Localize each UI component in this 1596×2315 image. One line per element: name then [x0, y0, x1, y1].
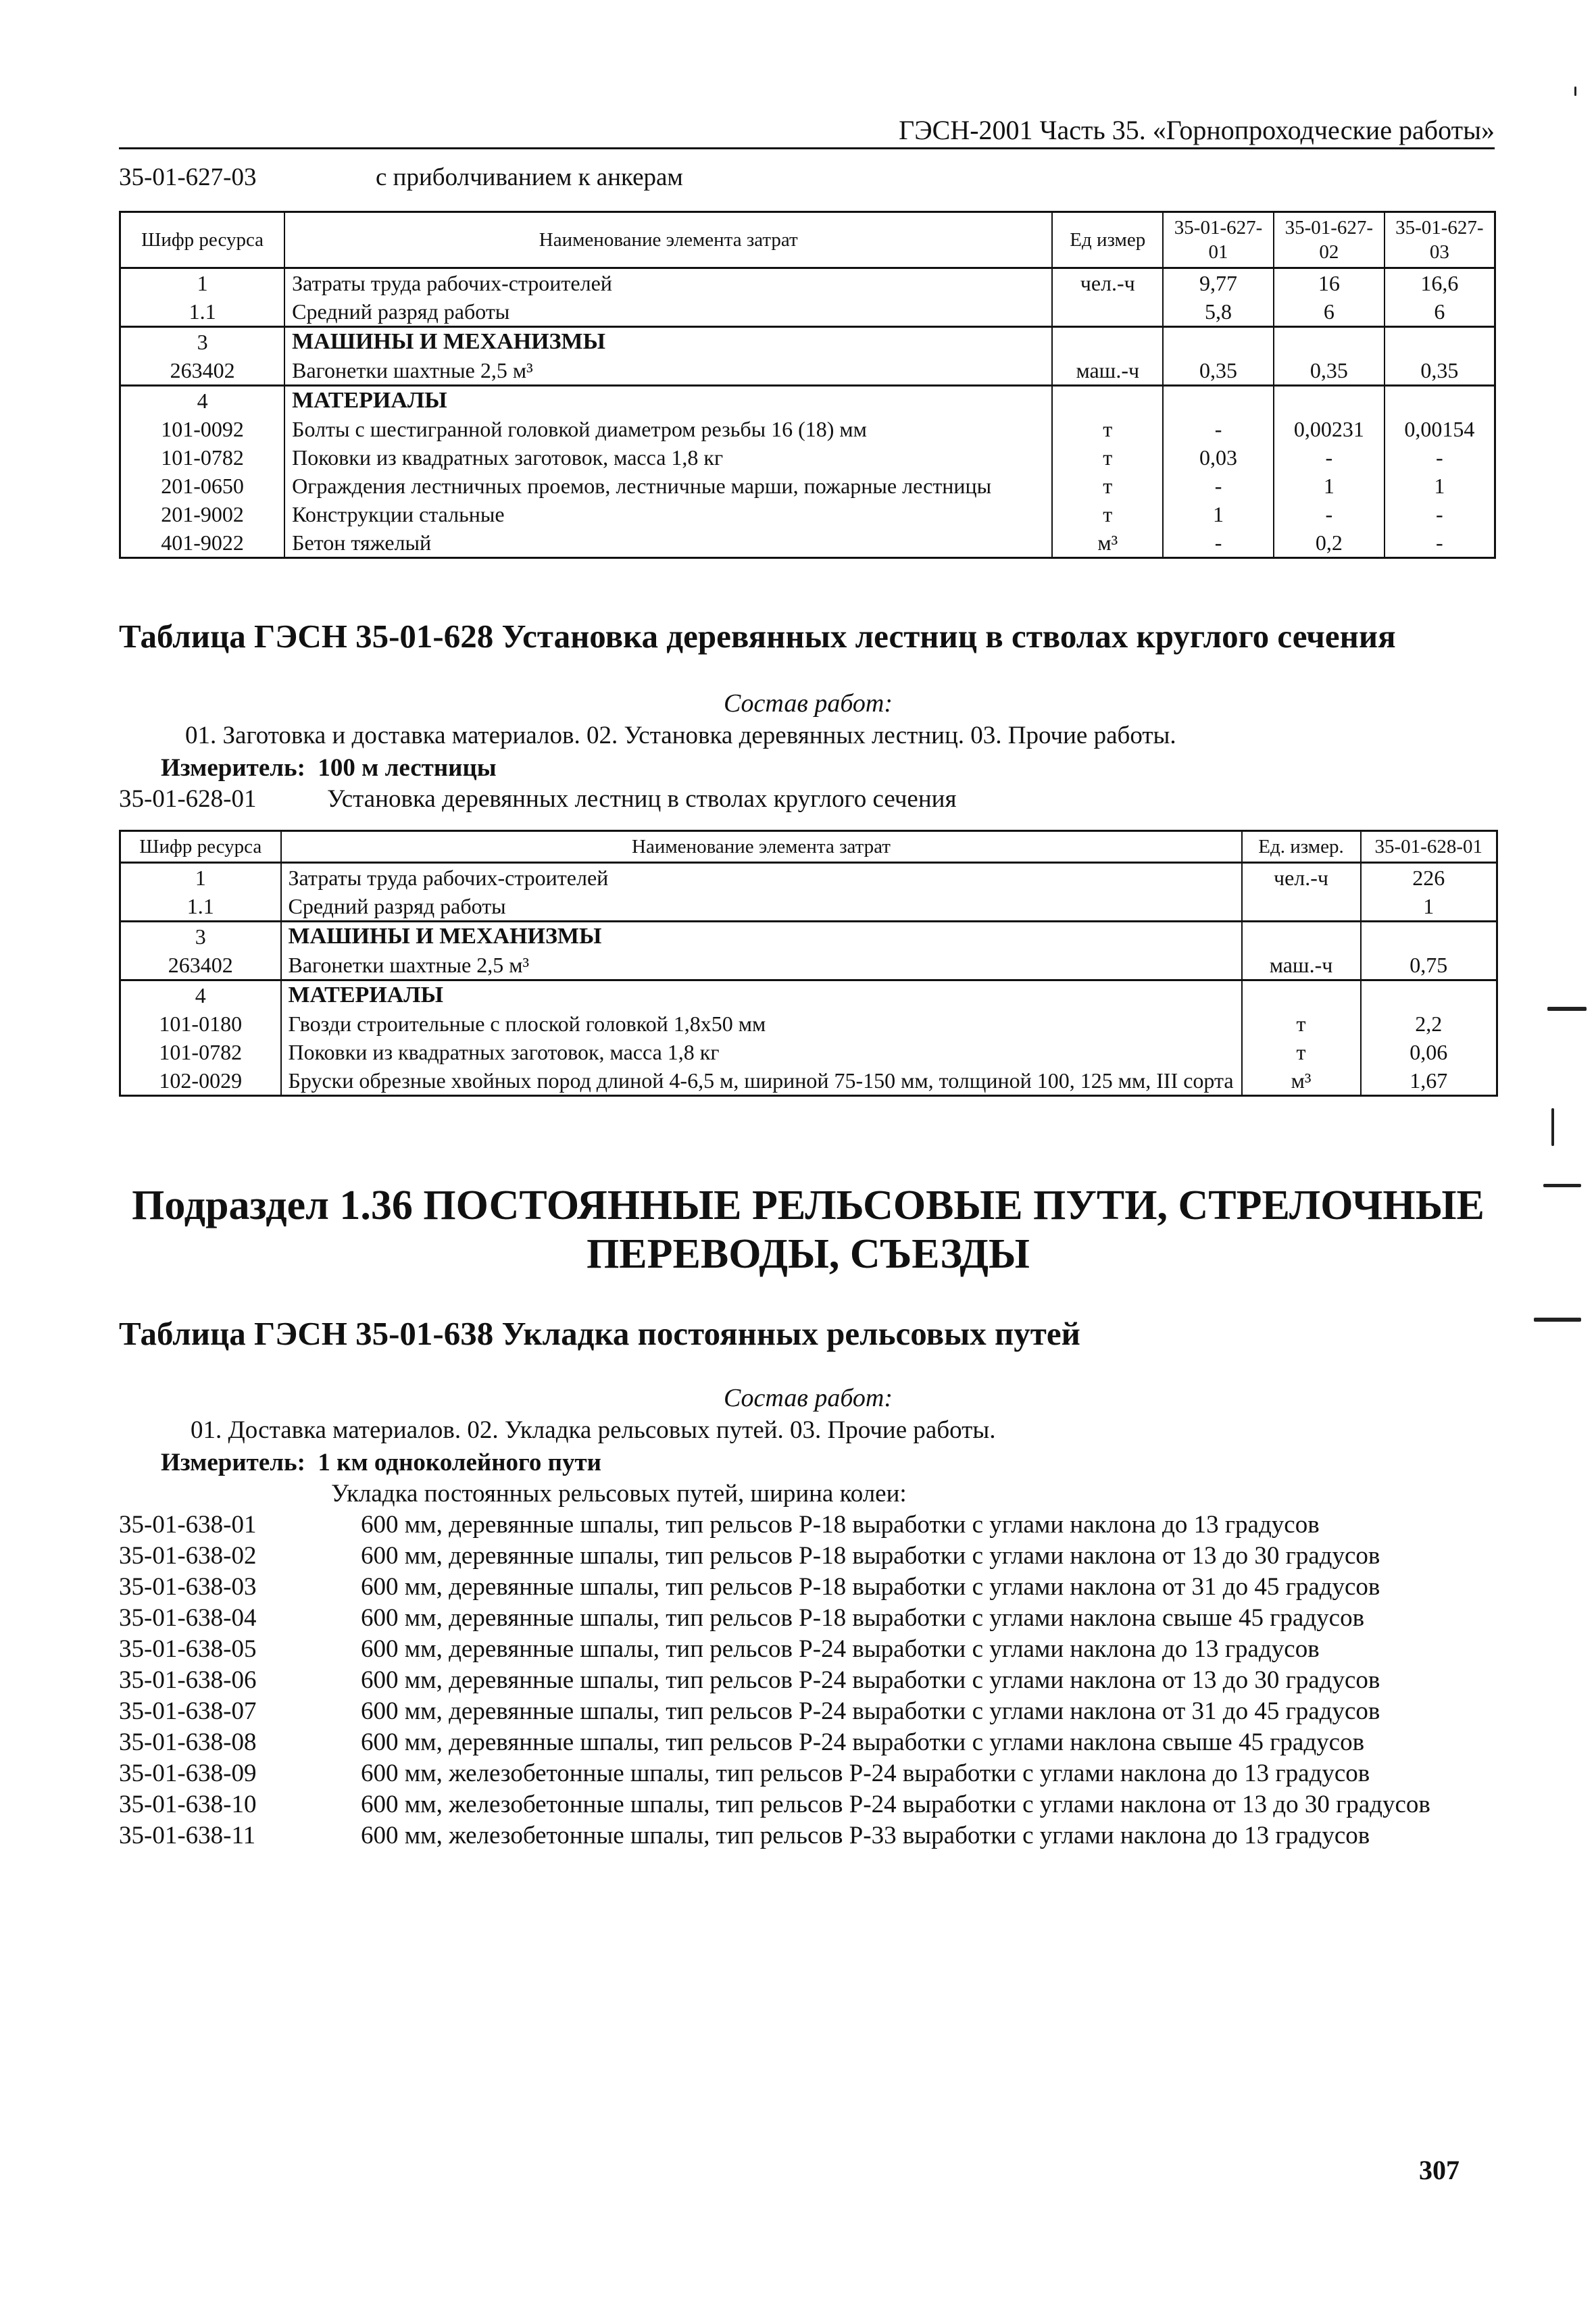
row-value [1361, 980, 1497, 1010]
item-code: 35-01-638-11 [119, 1822, 256, 1849]
meter-label: Измеритель: [161, 754, 305, 782]
row-value: 0,00154 [1385, 415, 1495, 443]
row-unit: чел.-ч [1242, 863, 1361, 893]
item-text: 600 мм, деревянные шпалы, тип рельсов Р-18 выработки с углами наклона от 13 до 30 градусов [361, 1542, 1380, 1570]
row-name: Бетон тяжелый [284, 528, 1052, 558]
row-name: Затраты труда рабочих-строителей [281, 863, 1242, 893]
list-item [119, 1572, 1497, 1603]
item-code: 35-01-638-04 [119, 1604, 257, 1632]
row-code: 1.1 [120, 297, 285, 327]
row-value: 1 [1385, 472, 1495, 500]
table-row [120, 863, 1497, 893]
item-text: 600 мм, деревянные шпалы, тип рельсов Р-18 выработки с углами наклона от 31 до 45 градусов [361, 1573, 1380, 1601]
norm-description: Установка деревянных лестниц в стволах круглого сечения [327, 785, 957, 813]
row-code: 102-0029 [120, 1066, 281, 1096]
item-text: 600 мм, деревянные шпалы, тип рельсов Р-24 выработки с углами наклона до 13 градусов [361, 1635, 1320, 1663]
row-value: 9,77 [1163, 268, 1274, 298]
row-name: Затраты труда рабочих-строителей [284, 268, 1052, 298]
work-composition-caption: Состав работ: [723, 689, 893, 718]
row-unit [1052, 327, 1163, 357]
row-code: 201-0650 [120, 472, 285, 500]
resource-table-628 [119, 830, 1498, 1097]
item-code: 35-01-638-02 [119, 1542, 257, 1570]
table-row [120, 528, 1495, 558]
row-name: Средний разряд работы [281, 892, 1242, 922]
row-value: - [1163, 415, 1274, 443]
list-item [119, 1603, 1497, 1634]
row-code: 1.1 [120, 892, 281, 922]
list-item [119, 1541, 1497, 1572]
row-name: Ограждения лестничных проемов, лестничные марши, пожарные лестницы [284, 472, 1052, 500]
item-code: 35-01-638-09 [119, 1760, 257, 1787]
row-code: 101-0092 [120, 415, 285, 443]
table-row [120, 443, 1495, 472]
row-code: 201-9002 [120, 500, 285, 528]
row-value [1274, 386, 1385, 416]
code-line-627-03 [119, 162, 1497, 193]
row-unit [1242, 980, 1361, 1010]
row-name: МАШИНЫ И МЕХАНИЗМЫ [284, 327, 1052, 357]
table-row [120, 500, 1495, 528]
table-section-row [120, 386, 1495, 416]
header-name: Наименование элемента затрат [284, 212, 1052, 268]
item-code: 35-01-638-03 [119, 1573, 257, 1601]
row-unit [1242, 892, 1361, 922]
row-name: Поковки из квадратных заготовок, масса 1,8 кг [281, 1038, 1242, 1066]
row-code: 101-0782 [120, 443, 285, 472]
norm-description: с приболчиванием к анкерам [376, 164, 683, 191]
header-code: Шифр ресурса [120, 212, 285, 268]
header-col: 35-01-628-01 [1361, 831, 1497, 863]
page-number: 307 [1419, 2155, 1460, 2185]
norm-code: 35-01-628-01 [119, 785, 257, 813]
running-header: ГЭСН-2001 Часть 35. «Горнопроходческие работы» [119, 114, 1495, 149]
subsection-title: Подраздел 1.36 ПОСТОЯННЫЕ РЕЛЬСОВЫЕ ПУТИ, СТРЕЛОЧНЫЕ ПЕРЕВОДЫ, СЪЕЗДЫ [132, 1183, 1485, 1277]
table-section-row [120, 922, 1497, 951]
row-value [1163, 327, 1274, 357]
row-code: 3 [120, 922, 281, 951]
item-text: 600 мм, деревянные шпалы, тип рельсов Р-24 выработки с углами наклона от 31 до 45 градусов [361, 1697, 1380, 1725]
row-value: 1 [1274, 472, 1385, 500]
item-code: 35-01-638-06 [119, 1666, 257, 1694]
table-row [120, 1010, 1497, 1038]
work-composition-text: 01. Заготовка и доставка материалов. 02. Установка деревянных лестниц. 03. Прочие работы. [185, 722, 1176, 749]
row-value: 0,06 [1361, 1038, 1497, 1066]
row-value: 0,35 [1163, 356, 1274, 386]
header-name: Наименование элемента затрат [281, 831, 1242, 863]
row-code: 1 [120, 268, 285, 298]
row-code: 3 [120, 327, 285, 357]
table-section-row [120, 980, 1497, 1010]
work-composition-text: 01. Доставка материалов. 02. Укладка рельсовых путей. 03. Прочие работы. [191, 1416, 996, 1444]
row-value: 16,6 [1385, 268, 1495, 298]
header-code: Шифр ресурса [120, 831, 281, 863]
row-unit: м³ [1052, 528, 1163, 558]
table-header-row [120, 831, 1497, 863]
row-value: 0,2 [1274, 528, 1385, 558]
row-value: 6 [1385, 297, 1495, 327]
row-unit: т [1242, 1038, 1361, 1066]
item-text: 600 мм, железобетонные шпалы, тип рельсов Р-33 выработки с углами наклона до 13 градусов [361, 1822, 1370, 1849]
row-value: - [1385, 443, 1495, 472]
row-name: МАШИНЫ И МЕХАНИЗМЫ [281, 922, 1242, 951]
table-row [120, 268, 1495, 298]
row-value: 16 [1274, 268, 1385, 298]
row-value [1385, 327, 1495, 357]
row-unit: т [1052, 472, 1163, 500]
row-value: 226 [1361, 863, 1497, 893]
row-name: Поковки из квадратных заготовок, масса 1,8 кг [284, 443, 1052, 472]
item-code: 35-01-638-07 [119, 1697, 257, 1725]
list-item [119, 1634, 1497, 1665]
list-item [119, 1665, 1497, 1696]
row-value: - [1274, 500, 1385, 528]
row-name: Гвозди строительные с плоской головкой 1,8х50 мм [281, 1010, 1242, 1038]
table-row [120, 951, 1497, 980]
meter-value: 1 км одноколейного пути [318, 1449, 601, 1476]
row-code: 101-0180 [120, 1010, 281, 1038]
row-name: Бруски обрезные хвойных пород длиной 4-6,5 м, шириной 75-150 мм, толщиной 100, 125 мм, III сорта [281, 1066, 1242, 1096]
list-item [119, 1727, 1497, 1758]
table-header-row [120, 212, 1495, 268]
row-value: 1,67 [1361, 1066, 1497, 1096]
row-code: 401-9022 [120, 528, 285, 558]
norm-items-list [119, 1510, 1497, 1851]
row-code: 4 [120, 980, 281, 1010]
items-intro: Укладка постоянных рельсовых путей, ширина колеи: [331, 1480, 907, 1508]
resource-table-627 [119, 211, 1496, 559]
list-item [119, 1510, 1497, 1541]
item-text: 600 мм, железобетонные шпалы, тип рельсов Р-24 выработки с углами наклона до 13 градусов [361, 1760, 1370, 1787]
table-row [120, 356, 1495, 386]
row-name: МАТЕРИАЛЫ [284, 386, 1052, 416]
row-unit: т [1052, 500, 1163, 528]
item-code: 35-01-638-10 [119, 1791, 257, 1818]
row-value [1274, 327, 1385, 357]
row-unit [1052, 386, 1163, 416]
row-value [1385, 386, 1495, 416]
scan-artifact [1534, 1318, 1581, 1322]
table-row [120, 1038, 1497, 1066]
norm-code: 35-01-627-03 [119, 164, 257, 191]
row-unit: т [1052, 443, 1163, 472]
row-value: 0,35 [1274, 356, 1385, 386]
list-item [119, 1789, 1497, 1820]
row-unit: м³ [1242, 1066, 1361, 1096]
header-unit: Ед. измер. [1242, 831, 1361, 863]
meter-label: Измеритель: [161, 1449, 305, 1476]
row-unit: т [1242, 1010, 1361, 1038]
row-code: 263402 [120, 951, 281, 980]
header-col: 35-01-627-02 [1274, 212, 1385, 268]
row-unit: т [1052, 415, 1163, 443]
item-code: 35-01-638-01 [119, 1511, 257, 1539]
row-value: 0,00231 [1274, 415, 1385, 443]
row-value: - [1385, 528, 1495, 558]
row-name: Вагонетки шахтные 2,5 м³ [284, 356, 1052, 386]
row-code: 263402 [120, 356, 285, 386]
row-value [1361, 922, 1497, 951]
table-638-title: Таблица ГЭСН 35-01-638 Укладка постоянных рельсовых путей [119, 1315, 1080, 1352]
item-text: 600 мм, деревянные шпалы, тип рельсов Р-24 выработки с углами наклона свыше 45 градусов [361, 1728, 1365, 1756]
item-code: 35-01-638-05 [119, 1635, 257, 1663]
list-item [119, 1820, 1497, 1851]
row-value: 0,35 [1385, 356, 1495, 386]
list-item [119, 1696, 1497, 1727]
row-value: - [1274, 443, 1385, 472]
scan-artifact [1551, 1108, 1554, 1146]
meter-line [161, 753, 1445, 784]
scan-artifact [1543, 1184, 1581, 1187]
row-name: МАТЕРИАЛЫ [281, 980, 1242, 1010]
row-value: - [1163, 472, 1274, 500]
meter-value: 100 м лестницы [318, 754, 497, 782]
row-code: 101-0782 [120, 1038, 281, 1066]
item-code: 35-01-638-08 [119, 1728, 257, 1756]
row-value: 0,75 [1361, 951, 1497, 980]
row-unit: маш.-ч [1242, 951, 1361, 980]
row-unit [1242, 922, 1361, 951]
meter-line [161, 1447, 1445, 1478]
row-value: 1 [1163, 500, 1274, 528]
row-value: - [1385, 500, 1495, 528]
item-text: 600 мм, деревянные шпалы, тип рельсов Р-18 выработки с углами наклона свыше 45 градусов [361, 1604, 1365, 1632]
header-unit: Ед измер [1052, 212, 1163, 268]
table-row [120, 1066, 1497, 1096]
row-value: 0,03 [1163, 443, 1274, 472]
row-name: Болты с шестигранной головкой диаметром резьбы 16 (18) мм [284, 415, 1052, 443]
header-col: 35-01-627-03 [1385, 212, 1495, 268]
row-value: - [1163, 528, 1274, 558]
item-text: 600 мм, железобетонные шпалы, тип рельсов Р-24 выработки с углами наклона от 13 до 30 градусов [361, 1791, 1430, 1818]
scan-artifact [1574, 86, 1576, 96]
table-628-title: Таблица ГЭСН 35-01-628 Установка деревянных лестниц в стволах круглого сечения [119, 618, 1396, 655]
table-row [120, 892, 1497, 922]
row-unit [1052, 297, 1163, 327]
row-code: 4 [120, 386, 285, 416]
table-row [120, 297, 1495, 327]
row-name: Конструкции стальные [284, 500, 1052, 528]
table-row [120, 415, 1495, 443]
item-text: 600 мм, деревянные шпалы, тип рельсов Р-18 выработки с углами наклона до 13 градусов [361, 1511, 1320, 1539]
code-line-628-01 [119, 784, 1497, 815]
table-row [120, 472, 1495, 500]
row-unit: чел.-ч [1052, 268, 1163, 298]
row-name: Вагонетки шахтные 2,5 м³ [281, 951, 1242, 980]
scan-artifact [1547, 1007, 1587, 1011]
row-value: 2,2 [1361, 1010, 1497, 1038]
row-value: 5,8 [1163, 297, 1274, 327]
work-composition-caption: Состав работ: [723, 1384, 893, 1412]
table-section-row [120, 327, 1495, 357]
row-value: 6 [1274, 297, 1385, 327]
row-value [1163, 386, 1274, 416]
list-item [119, 1758, 1497, 1789]
item-text: 600 мм, деревянные шпалы, тип рельсов Р-24 выработки с углами наклона от 13 до 30 градусов [361, 1666, 1380, 1694]
row-code: 1 [120, 863, 281, 893]
row-name: Средний разряд работы [284, 297, 1052, 327]
row-value: 1 [1361, 892, 1497, 922]
row-unit: маш.-ч [1052, 356, 1163, 386]
header-col: 35-01-627-01 [1163, 212, 1274, 268]
